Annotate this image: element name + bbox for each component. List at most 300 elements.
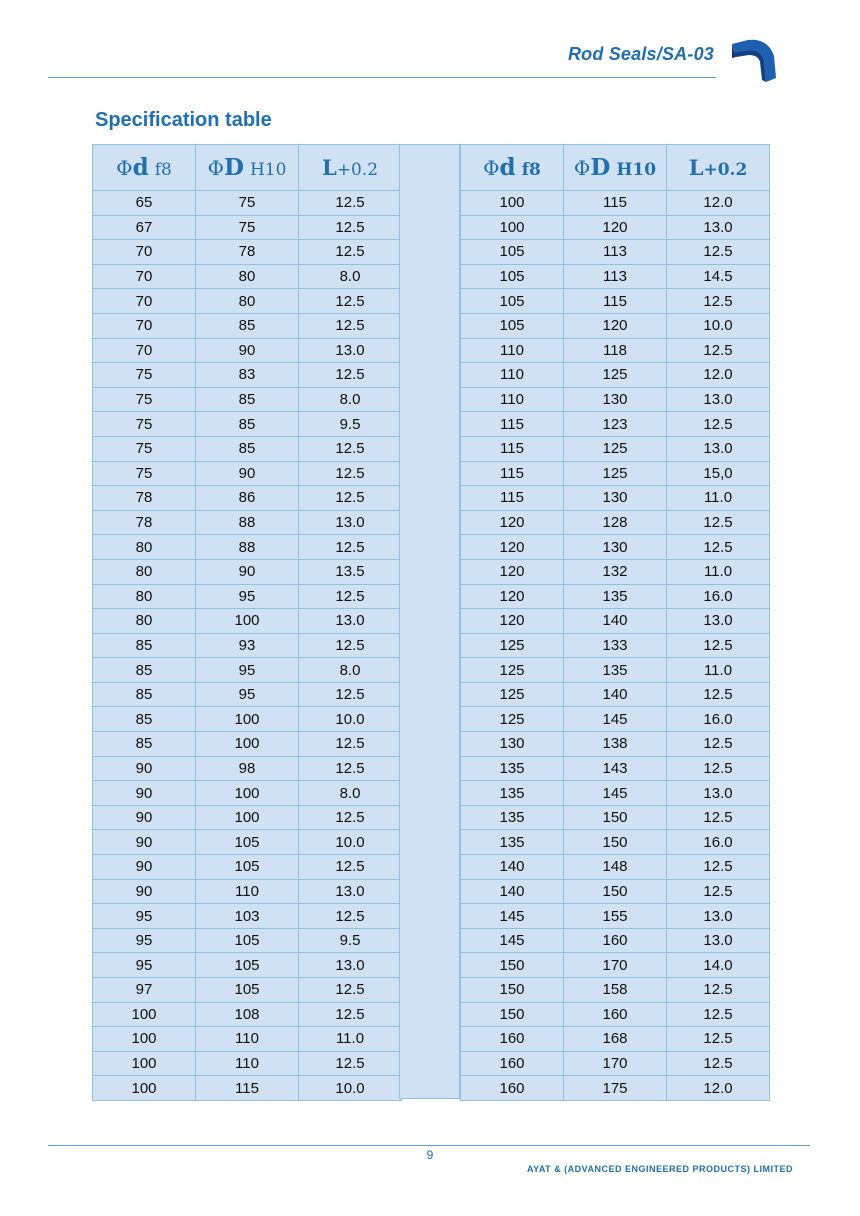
cell-D: 150 [564,879,667,904]
table-row [93,633,402,658]
cell-D: 100 [196,732,299,757]
cell-D: 80 [196,264,299,289]
cell-L: 12.5 [299,978,402,1003]
cell-D: 105 [196,953,299,978]
cell-D: 135 [564,658,667,683]
cell-d: 125 [461,633,564,658]
cell-D: 160 [564,1002,667,1027]
cell-D: 100 [196,805,299,830]
cell-D: 105 [196,830,299,855]
cell-d: 70 [93,313,196,338]
cell-D: 105 [196,928,299,953]
cell-d: 80 [93,535,196,560]
cell-L: 12.5 [667,855,770,880]
cell-L: 12.5 [299,535,402,560]
cell-L: 12.5 [299,215,402,240]
table-row [93,264,402,289]
cell-L: 13.0 [667,904,770,929]
cell-d: 78 [93,510,196,535]
cell-L: 11.0 [667,486,770,511]
cell-L: 13.0 [667,436,770,461]
cell-D: 85 [196,387,299,412]
cell-D: 138 [564,732,667,757]
cell-D: 150 [564,830,667,855]
cell-D: 85 [196,412,299,437]
cell-D: 130 [564,535,667,560]
table-row [461,264,770,289]
table-row [461,978,770,1003]
table-row [461,240,770,265]
cell-d: 115 [461,486,564,511]
table-row [93,486,402,511]
cell-L: 15,0 [667,461,770,486]
cell-d: 80 [93,609,196,634]
cell-L: 12.5 [299,289,402,314]
table-row [461,830,770,855]
table-row [461,387,770,412]
cell-L: 12.5 [299,682,402,707]
table-row [461,658,770,683]
cell-d: 65 [93,191,196,216]
cell-d: 100 [93,1002,196,1027]
cell-L: 13.0 [299,609,402,634]
cell-D: 160 [564,928,667,953]
cell-d: 70 [93,338,196,363]
table-row [461,289,770,314]
table-row [93,805,402,830]
cell-L: 9.5 [299,928,402,953]
cell-D: 110 [196,1051,299,1076]
company-name: AYAT & (ADVANCED ENGINEERED PRODUCTS) LIMITED [526,1164,793,1174]
table-row [461,535,770,560]
cell-L: 13.0 [667,215,770,240]
table-row [93,363,402,388]
cell-L: 14.5 [667,264,770,289]
header-title: Rod Seals/SA-03 [567,44,714,64]
header-D: ΦD H10 [196,145,299,191]
cell-d: 120 [461,609,564,634]
cell-d: 80 [93,559,196,584]
cell-L: 12.5 [667,978,770,1003]
cell-d: 145 [461,928,564,953]
cell-L: 12.5 [299,732,402,757]
cell-d: 97 [93,978,196,1003]
table-row [93,609,402,634]
cell-d: 140 [461,879,564,904]
header-d: Φd f8 [93,145,196,191]
table-row [93,904,402,929]
cell-D: 113 [564,264,667,289]
table-row [461,412,770,437]
cell-d: 135 [461,830,564,855]
cell-L: 12.5 [667,732,770,757]
cell-L: 11.0 [667,559,770,584]
table-row [93,215,402,240]
cell-D: 155 [564,904,667,929]
cell-L: 12.5 [299,904,402,929]
cell-D: 150 [564,805,667,830]
table-row [461,1027,770,1052]
cell-L: 11.0 [667,658,770,683]
cell-L: 12.5 [299,436,402,461]
cell-L: 12.5 [667,510,770,535]
table-row [461,461,770,486]
cell-D: 95 [196,682,299,707]
cell-L: 12.5 [667,633,770,658]
cell-L: 12.5 [667,1002,770,1027]
table-row [461,1002,770,1027]
cell-d: 85 [93,707,196,732]
cell-d: 110 [461,338,564,363]
cell-d: 105 [461,289,564,314]
cell-D: 168 [564,1027,667,1052]
table-row [93,436,402,461]
cell-D: 105 [196,978,299,1003]
cell-D: 145 [564,707,667,732]
cell-L: 8.0 [299,658,402,683]
cell-L: 13.0 [667,609,770,634]
cell-L: 12.5 [299,363,402,388]
table-row [93,879,402,904]
cell-L: 12.5 [667,535,770,560]
cell-D: 103 [196,904,299,929]
table-row [93,756,402,781]
table-row [461,928,770,953]
cell-D: 118 [564,338,667,363]
cell-L: 12.5 [299,1002,402,1027]
header-rule [48,77,716,78]
cell-D: 90 [196,559,299,584]
table-row [461,215,770,240]
table-row [461,486,770,511]
left-table-body [93,191,402,1101]
cell-d: 135 [461,781,564,806]
table-row [93,1002,402,1027]
cell-D: 140 [564,609,667,634]
table-row [93,191,402,216]
cell-D: 125 [564,363,667,388]
cell-L: 16.0 [667,707,770,732]
table-row [461,781,770,806]
cell-L: 13.0 [299,338,402,363]
cell-d: 145 [461,904,564,929]
table-row [461,879,770,904]
table-row [93,559,402,584]
cell-D: 123 [564,412,667,437]
cell-L: 16.0 [667,830,770,855]
cell-L: 12.5 [667,289,770,314]
table-row [461,191,770,216]
cell-d: 90 [93,805,196,830]
right-table-body [461,191,770,1101]
cell-D: 130 [564,486,667,511]
page-number: 9 [426,1148,434,1162]
cell-D: 95 [196,584,299,609]
cell-d: 120 [461,535,564,560]
cell-L: 12.0 [667,363,770,388]
table-row [461,584,770,609]
cell-d: 70 [93,289,196,314]
cell-d: 90 [93,756,196,781]
cell-L: 10.0 [299,1076,402,1101]
table-header-row [93,145,402,191]
cell-d: 105 [461,313,564,338]
cell-d: 90 [93,830,196,855]
table-row [93,510,402,535]
cell-D: 115 [564,289,667,314]
cell-L: 12.5 [299,191,402,216]
cell-d: 150 [461,1002,564,1027]
cell-L: 10.0 [667,313,770,338]
table-row [93,830,402,855]
cell-d: 160 [461,1027,564,1052]
cell-L: 11.0 [299,1027,402,1052]
cell-D: 90 [196,461,299,486]
cell-L: 13.5 [299,559,402,584]
cell-D: 90 [196,338,299,363]
cell-L: 12.5 [299,1051,402,1076]
table-row [93,584,402,609]
cell-L: 13.0 [299,510,402,535]
cell-D: 78 [196,240,299,265]
cell-L: 16.0 [667,584,770,609]
cell-L: 12.5 [299,313,402,338]
cell-d: 105 [461,264,564,289]
table-row [461,855,770,880]
cell-L: 13.0 [667,387,770,412]
cell-d: 100 [93,1051,196,1076]
cell-L: 9.5 [299,412,402,437]
cell-D: 113 [564,240,667,265]
cell-L: 10.0 [299,830,402,855]
cell-D: 100 [196,781,299,806]
cell-D: 85 [196,436,299,461]
cell-D: 125 [564,436,667,461]
cell-d: 95 [93,904,196,929]
cell-D: 110 [196,1027,299,1052]
footer-rule [48,1145,810,1146]
table-row [461,363,770,388]
table-row [93,928,402,953]
cell-L: 13.0 [299,879,402,904]
cell-L: 12.5 [667,1051,770,1076]
cell-d: 85 [93,732,196,757]
table-row [93,313,402,338]
cell-d: 125 [461,707,564,732]
cell-L: 12.0 [667,191,770,216]
header-L: L+0.2 [667,145,770,191]
cell-d: 115 [461,412,564,437]
table-row [93,461,402,486]
cell-d: 140 [461,855,564,880]
cell-d: 75 [93,387,196,412]
cell-d: 95 [93,953,196,978]
cell-d: 85 [93,682,196,707]
cell-L: 14.0 [667,953,770,978]
cell-D: 133 [564,633,667,658]
cell-D: 98 [196,756,299,781]
table-header-row [461,145,770,191]
cell-D: 108 [196,1002,299,1027]
cell-d: 85 [93,633,196,658]
table-row [93,240,402,265]
cell-D: 125 [564,461,667,486]
cell-D: 158 [564,978,667,1003]
cell-L: 13.0 [667,928,770,953]
cell-D: 85 [196,313,299,338]
cell-L: 12.5 [299,633,402,658]
cell-d: 120 [461,559,564,584]
cell-d: 110 [461,363,564,388]
table-row [461,633,770,658]
cell-L: 13.0 [667,781,770,806]
cell-d: 125 [461,682,564,707]
table-row [93,732,402,757]
header-d: Φd f8 [461,145,564,191]
cell-d: 85 [93,658,196,683]
cell-D: 132 [564,559,667,584]
cell-D: 88 [196,535,299,560]
cell-d: 100 [93,1076,196,1101]
table-row [461,732,770,757]
cell-d: 110 [461,387,564,412]
table-row [93,289,402,314]
cell-D: 170 [564,1051,667,1076]
cell-d: 75 [93,461,196,486]
cell-L: 12.5 [299,486,402,511]
cell-d: 80 [93,584,196,609]
cell-D: 83 [196,363,299,388]
cell-d: 67 [93,215,196,240]
table-row [93,707,402,732]
table-row [93,387,402,412]
cell-L: 12.5 [667,412,770,437]
table-row [461,559,770,584]
table-row [93,535,402,560]
table-row [93,658,402,683]
cell-L: 12.5 [299,756,402,781]
cell-D: 110 [196,879,299,904]
table-row [93,855,402,880]
cell-D: 80 [196,289,299,314]
cell-L: 12.5 [667,756,770,781]
cell-L: 12.0 [667,1076,770,1101]
cell-d: 105 [461,240,564,265]
table-row [461,1051,770,1076]
table-row [461,313,770,338]
cell-L: 12.5 [667,338,770,363]
cell-d: 90 [93,781,196,806]
cell-d: 75 [93,363,196,388]
spec-table-left [92,144,402,1101]
table-row [93,338,402,363]
table-row [461,707,770,732]
seal-logo-icon [728,38,778,84]
cell-D: 105 [196,855,299,880]
table-row [93,781,402,806]
cell-d: 70 [93,240,196,265]
cell-D: 130 [564,387,667,412]
table-row [93,1027,402,1052]
cell-L: 12.5 [667,1027,770,1052]
cell-d: 95 [93,928,196,953]
cell-D: 88 [196,510,299,535]
header-L: L+0.2 [299,145,402,191]
cell-L: 8.0 [299,264,402,289]
table-row [461,1076,770,1101]
table-row [461,609,770,634]
cell-D: 93 [196,633,299,658]
cell-d: 100 [93,1027,196,1052]
table-row [93,953,402,978]
cell-L: 10.0 [299,707,402,732]
table-row [461,436,770,461]
cell-L: 13.0 [299,953,402,978]
cell-D: 95 [196,658,299,683]
cell-d: 120 [461,584,564,609]
cell-d: 130 [461,732,564,757]
cell-d: 90 [93,855,196,880]
cell-D: 75 [196,191,299,216]
cell-L: 8.0 [299,387,402,412]
cell-d: 135 [461,756,564,781]
table-row [461,953,770,978]
cell-D: 115 [564,191,667,216]
cell-L: 12.5 [667,805,770,830]
cell-D: 140 [564,682,667,707]
cell-d: 115 [461,436,564,461]
table-row [93,1076,402,1101]
cell-d: 78 [93,486,196,511]
table-row [461,756,770,781]
table-divider [399,144,460,1099]
section-title: Specification table [95,109,272,131]
header-D: ΦD H10 [564,145,667,191]
cell-d: 100 [461,215,564,240]
table-row [93,1051,402,1076]
cell-D: 145 [564,781,667,806]
cell-d: 125 [461,658,564,683]
table-row [461,682,770,707]
cell-L: 12.5 [299,461,402,486]
table-row [93,978,402,1003]
cell-d: 115 [461,461,564,486]
cell-d: 75 [93,412,196,437]
cell-L: 12.5 [667,682,770,707]
cell-D: 100 [196,609,299,634]
spec-table-right [460,144,770,1101]
cell-D: 128 [564,510,667,535]
cell-L: 12.5 [299,855,402,880]
cell-d: 90 [93,879,196,904]
table-row [93,682,402,707]
cell-D: 148 [564,855,667,880]
cell-d: 135 [461,805,564,830]
table-row [461,904,770,929]
table-row [461,510,770,535]
cell-L: 12.5 [299,805,402,830]
cell-d: 100 [461,191,564,216]
cell-d: 75 [93,436,196,461]
cell-L: 12.5 [667,240,770,265]
cell-D: 170 [564,953,667,978]
table-row [461,338,770,363]
cell-D: 100 [196,707,299,732]
cell-d: 150 [461,978,564,1003]
cell-L: 12.5 [299,584,402,609]
cell-D: 75 [196,215,299,240]
cell-D: 135 [564,584,667,609]
